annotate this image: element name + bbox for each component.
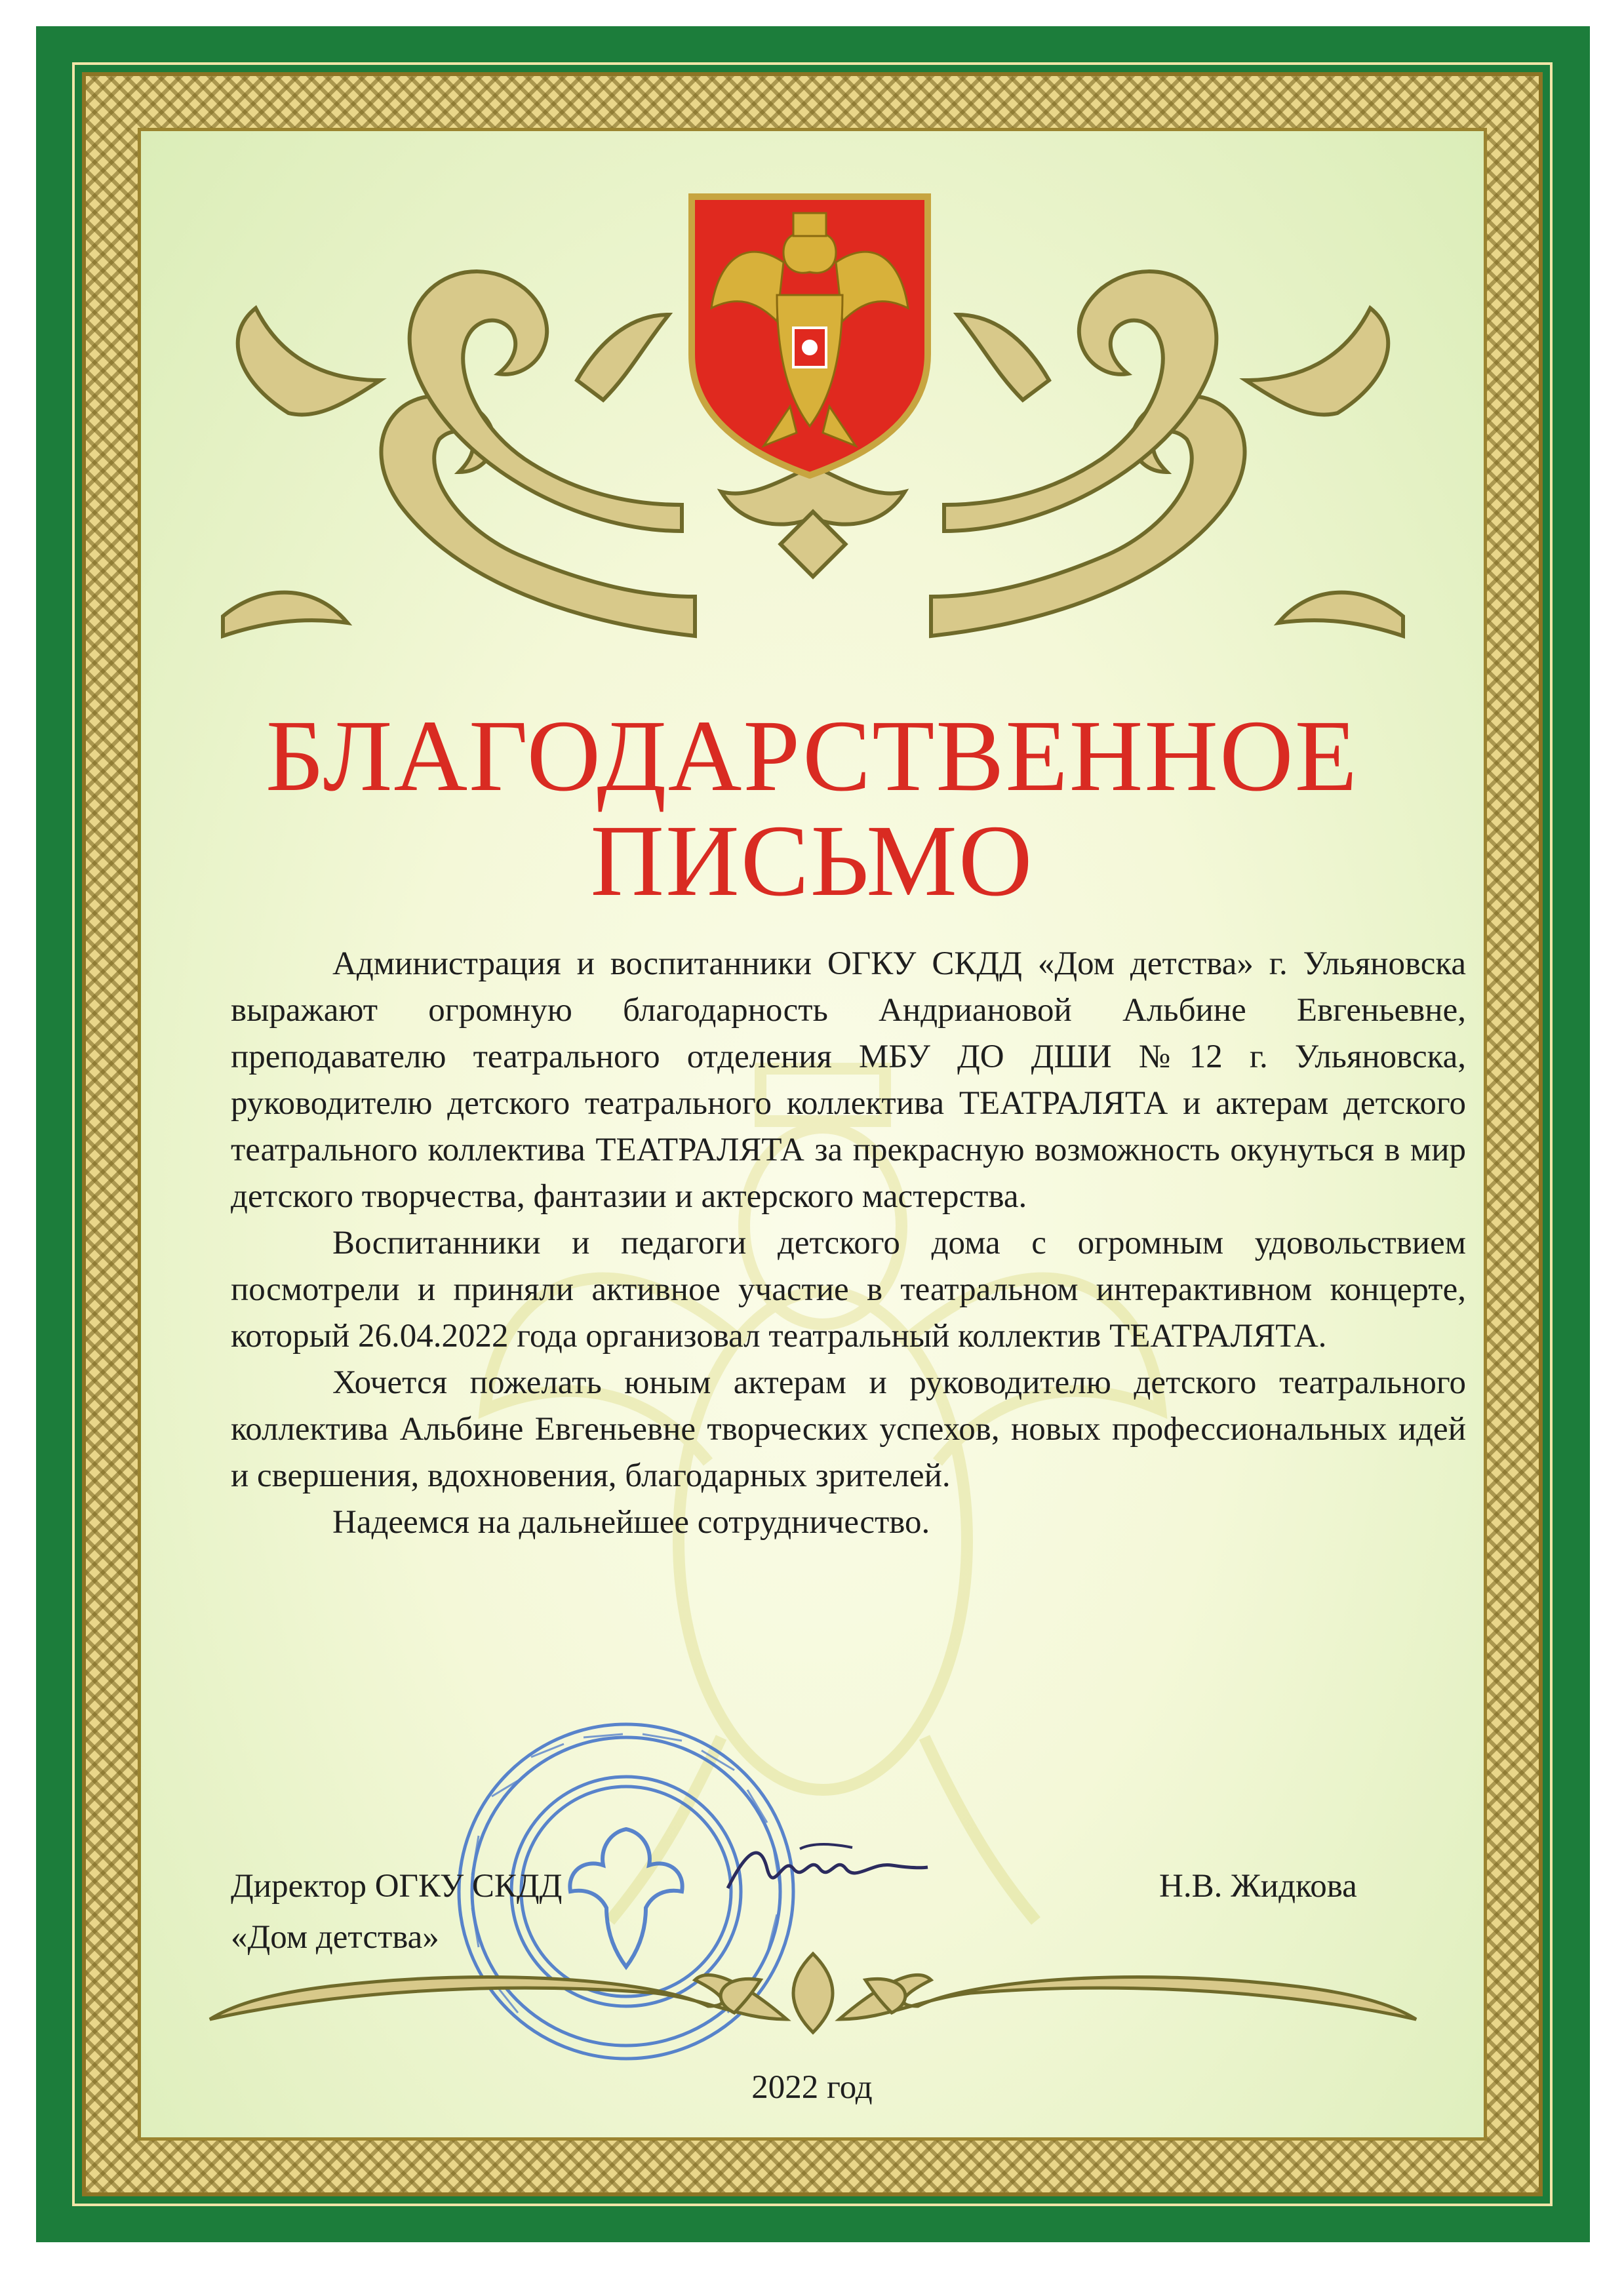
center-knot-ornament (708, 459, 918, 590)
document-title-line2: ПИСЬМО (590, 804, 1034, 917)
coat-of-arms-icon (685, 190, 934, 479)
signatory-name: Н.В. Жидкова (1159, 1868, 1357, 1905)
signatory-title-line2: «Дом детства» (231, 1919, 439, 1956)
bottom-flourish-ornament (197, 1941, 1429, 2046)
handwritten-signature (721, 1829, 931, 1908)
body-paragraph-3: Хочется пожелать юным актерам и руководителю детского театрального коллектива Альбине Евгеньевне творческих успехов, новых профессиональных идей и свершения, вдохновения, благодарных зрителей. (231, 1364, 1466, 1494)
signatory-title-line1: Директор ОГКУ СКДД (231, 1868, 563, 1905)
document-title-line1: БЛАГОДАРСТВЕННОЕ (265, 699, 1359, 812)
body-paragraph-1: Администрация и воспитанники ОГКУ СКДД «Дом детства» г. Ульяновска выражают огромную благодарность Андриановой Альбине Евгеньевне, преподавателю театрального отделения МБУ ДО ДШИ №12 г. Ульяновска, руководителю детского театрального коллектива ТЕАТРАЛЯТА и актерам детского театрального коллектива ТЕАТРАЛЯТА за прекрасную возможность окунуться в мир детского творчества, фантазии и актерского мастерства. (231, 945, 1466, 1215)
left-flourish-ornament (184, 164, 708, 662)
document-year: 2022 год (751, 2069, 873, 2106)
right-flourish-ornament (918, 164, 1442, 662)
body-paragraph-4: Надеемся на дальнейшее сотрудничество. (332, 1504, 930, 1541)
letter-body (231, 941, 1466, 1546)
body-paragraph-2: Воспитанники и педагоги детского дома с огромным удовольствием посмотрели и приняли активное участие в театральном интерактивном концерте, который 26.04.2022 года организовал театральный коллектив ТЕАТРАЛЯТА. (231, 1225, 1466, 1355)
